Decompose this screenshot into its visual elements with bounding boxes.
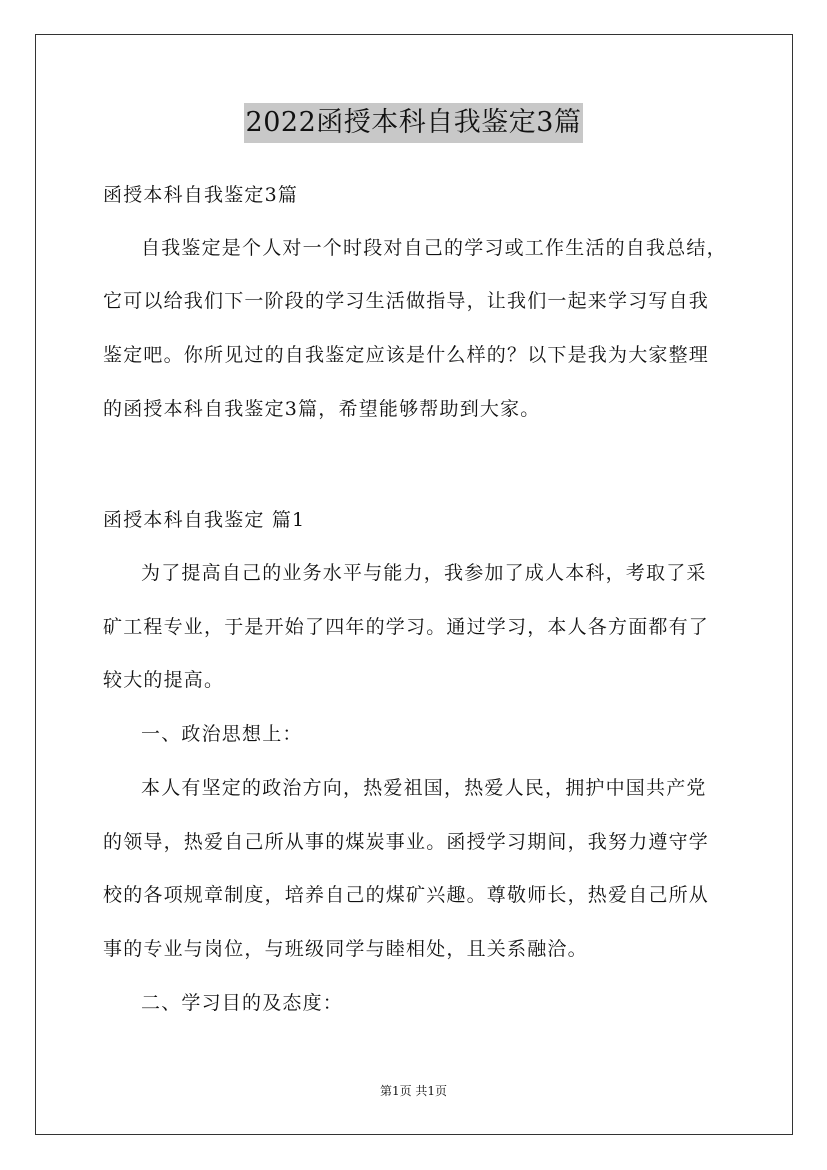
- paragraph-line: 本人有坚定的政治方向，热爱祖国，热爱人民，拥护中国共产党: [141, 777, 707, 799]
- subsection-heading: 二、学习目的及态度：: [141, 992, 344, 1014]
- document-title-text: 2022函授本科自我鉴定3篇: [244, 103, 584, 143]
- subsection-heading: 一、政治思想上：: [141, 723, 303, 745]
- subtitle: 函授本科自我鉴定3篇: [103, 184, 299, 206]
- paragraph-line: 鉴定吧。你所见过的自我鉴定应该是什么样的？以下是我为大家整理: [103, 344, 710, 366]
- document-title: [0, 103, 827, 143]
- paragraph-line: 校的各项规章制度，培养自己的煤矿兴趣。尊敬师长，热爱自己所从: [103, 884, 710, 906]
- paragraph-line: 事的专业与岗位，与班级同学与睦相处，且关系融洽。: [103, 938, 588, 960]
- page-footer: 第1页 共1页: [379, 1084, 448, 1098]
- paragraph-line: 较大的提高。: [103, 669, 225, 691]
- section-heading: 函授本科自我鉴定 篇1: [103, 509, 306, 531]
- paragraph-line: 为了提高自己的业务水平与能力，我参加了成人本科，考取了采: [141, 562, 707, 584]
- paragraph-line: 自我鉴定是个人对一个时段对自己的学习或工作生活的自我总结，: [141, 237, 727, 259]
- paragraph-line: 矿工程专业，于是开始了四年的学习。通过学习，本人各方面都有了: [103, 616, 710, 638]
- paragraph-line: 的函授本科自我鉴定3篇，希望能够帮助到大家。: [103, 398, 541, 420]
- paragraph-line: 的领导，热爱自己所从事的煤炭事业。函授学习期间，我努力遵守学: [103, 831, 710, 853]
- paragraph-line: 它可以给我们下一阶段的学习生活做指导，让我们一起来学习写自我: [103, 290, 710, 312]
